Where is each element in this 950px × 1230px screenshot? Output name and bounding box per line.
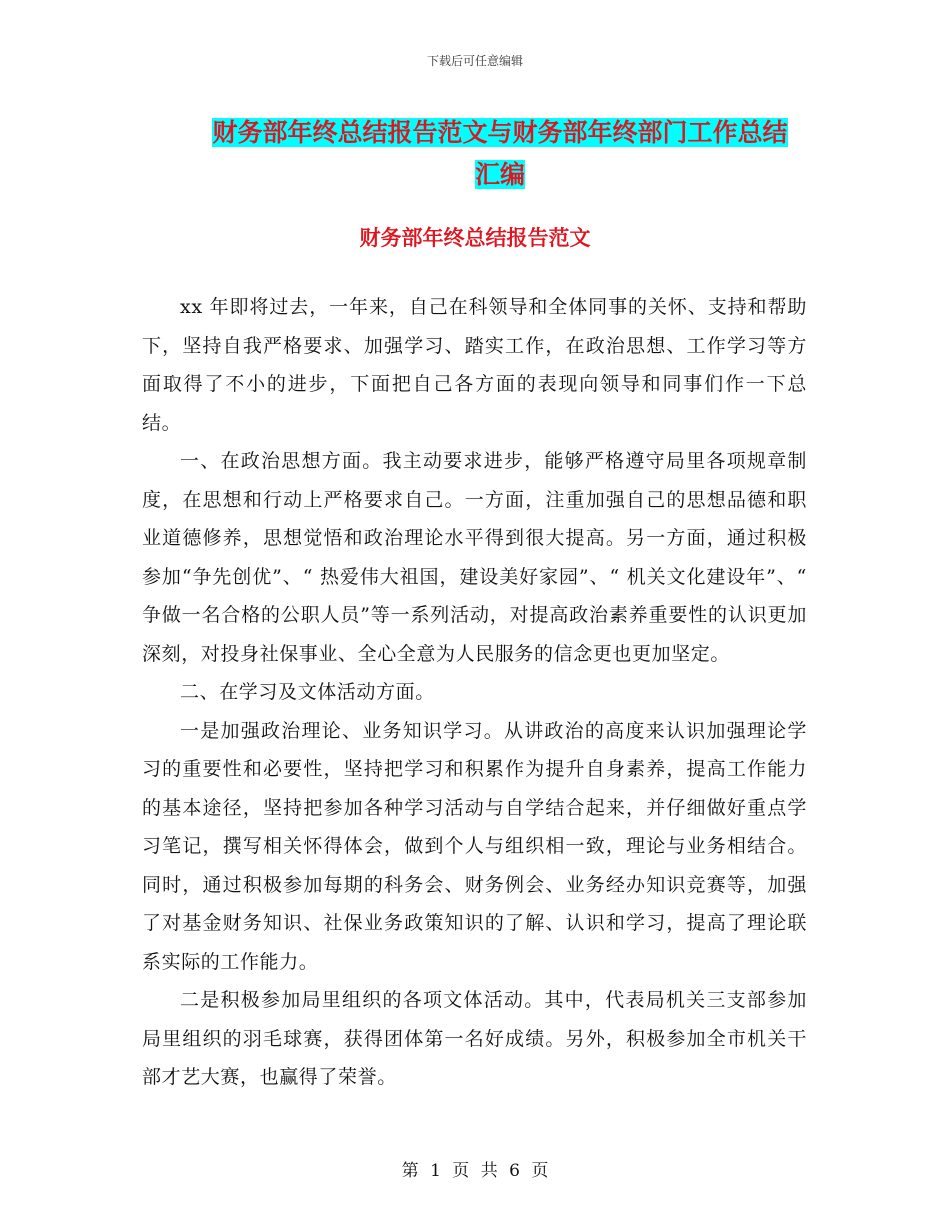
paragraph: xx 年即将过去，一年来，自己在科领导和全体同事的关怀、支持和帮助下，坚持自我严格要求、加强学习、踏实工作，在政治思想、工作学习等方面取得了不小的进步，下面把自己各方面的表现向领导和同事们作一下总结。 bbox=[142, 296, 807, 434]
paragraph: 一是加强政治理论、业务知识学习。从讲政治的高度来认识加强理论学习的重要性和必要性，坚持把学习和积累作为提升自身素养，提高工作能力的基本途径，坚持把参加各种学习活动与自学结合起来，并仔细做好重点学习笔记，撰写相关怀得体会，做到个人与组织相一致，理论与业务相结合。同时，通过积极参加每期的科务会、财务例会、业务经办知识竞赛等，加强了对基金财务知识、社保业务政策知识的了解、认识和学习，提高了理论联系实际的工作能力。 bbox=[142, 719, 807, 973]
header-note: 下载后可任意编辑 bbox=[426, 54, 523, 68]
section-title: 财务部年终总结报告范文 bbox=[359, 226, 591, 250]
paragraph: 二、在学习及文体活动方面。 bbox=[180, 681, 435, 703]
main-title bbox=[160, 112, 840, 196]
main-title-line-1: 财务部年终总结报告范文与财务部年终部门工作总结 bbox=[212, 118, 788, 147]
page-footer: 第 1 页 共 6 页 bbox=[401, 1161, 549, 1181]
main-title-line-2: 汇编 bbox=[474, 160, 525, 189]
paragraph: 一、在政治思想方面。我主动要求进步，能够严格遵守局里各项规章制度，在思想和行动上严格要求自己。一方面，注重加强自己的思想品德和职业道德修养，思想觉悟和政治理论水平得到很大提高。另一方面，通过积极参加“争先创优”、“ 热爱伟大祖国，建设美好家园”、“ 机关文化建设年”、“ 争做一名合格的公职人员”等一系列活动，对提高政治素养重要性的认识更加深刻，对投身社保事业、全心全意为人民服务的信念更也更加坚定。 bbox=[142, 450, 807, 665]
body-text bbox=[142, 288, 807, 1097]
paragraph: 二是积极参加局里组织的各项文体活动。其中，代表局机关三支部参加局里组织的羽毛球赛，获得团体第一名好成绩。另外，积极参加全市机关干部才艺大赛，也赢得了荣誉。 bbox=[142, 989, 807, 1088]
